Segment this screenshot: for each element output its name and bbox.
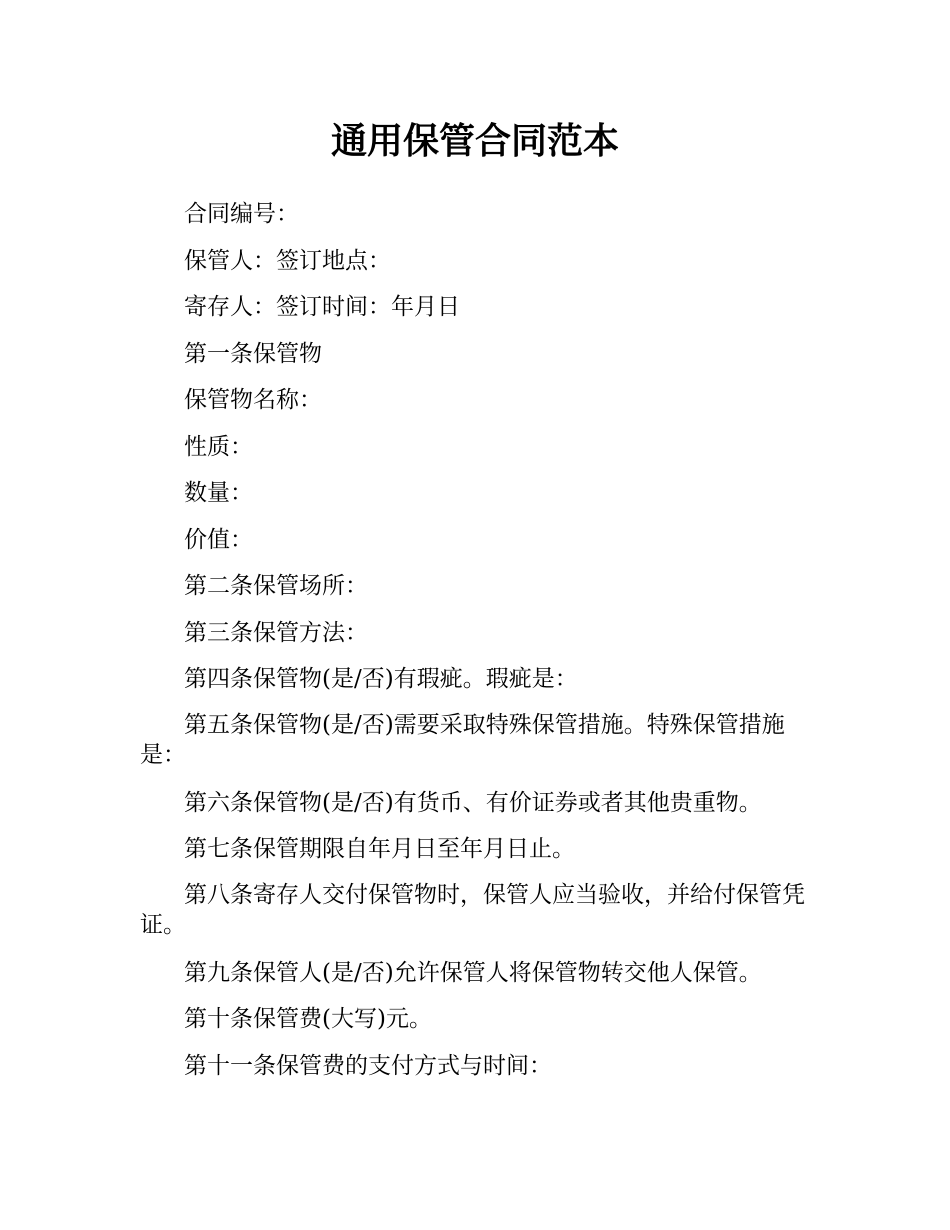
custodian-line: 保管人：签订地点： (184, 247, 391, 274)
article-1-heading: 第一条保管物 (184, 340, 322, 367)
depositor-line: 寄存人：签订时间：年月日 (184, 294, 460, 320)
document-body (140, 198, 812, 1096)
article-5: 第五条保管物(是/否)需要采取特殊保管措施。特殊保管措施是： (140, 711, 785, 768)
article-11: 第十一条保管费的支付方式与时间： (184, 1052, 552, 1079)
item-nature-line: 性质： (184, 433, 253, 460)
article-3: 第三条保管方法： (184, 619, 368, 646)
contract-number-line: 合同编号： (184, 201, 299, 227)
document-title: 通用保管合同范本 (330, 121, 619, 162)
article-9: 第九条保管人(是/否)允许保管人将保管物转交他人保管。 (184, 959, 762, 986)
item-value-line: 价值： (184, 526, 253, 553)
article-7: 第七条保管期限自年月日至年月日止。 (184, 836, 575, 862)
article-2: 第二条保管场所： (184, 573, 368, 599)
article-6: 第六条保管物(是/否)有货币、有价证券或者其他贵重物。 (184, 789, 762, 816)
item-name-line: 保管物名称： (184, 387, 322, 413)
article-10: 第十条保管费(大写)元。 (184, 1006, 432, 1032)
item-quantity-line: 数量： (184, 480, 253, 506)
article-4: 第四条保管物(是/否)有瑕疵。瑕疵是： (184, 666, 578, 692)
article-8: 第八条寄存人交付保管物时，保管人应当验收，并给付保管凭证。 (140, 881, 805, 938)
